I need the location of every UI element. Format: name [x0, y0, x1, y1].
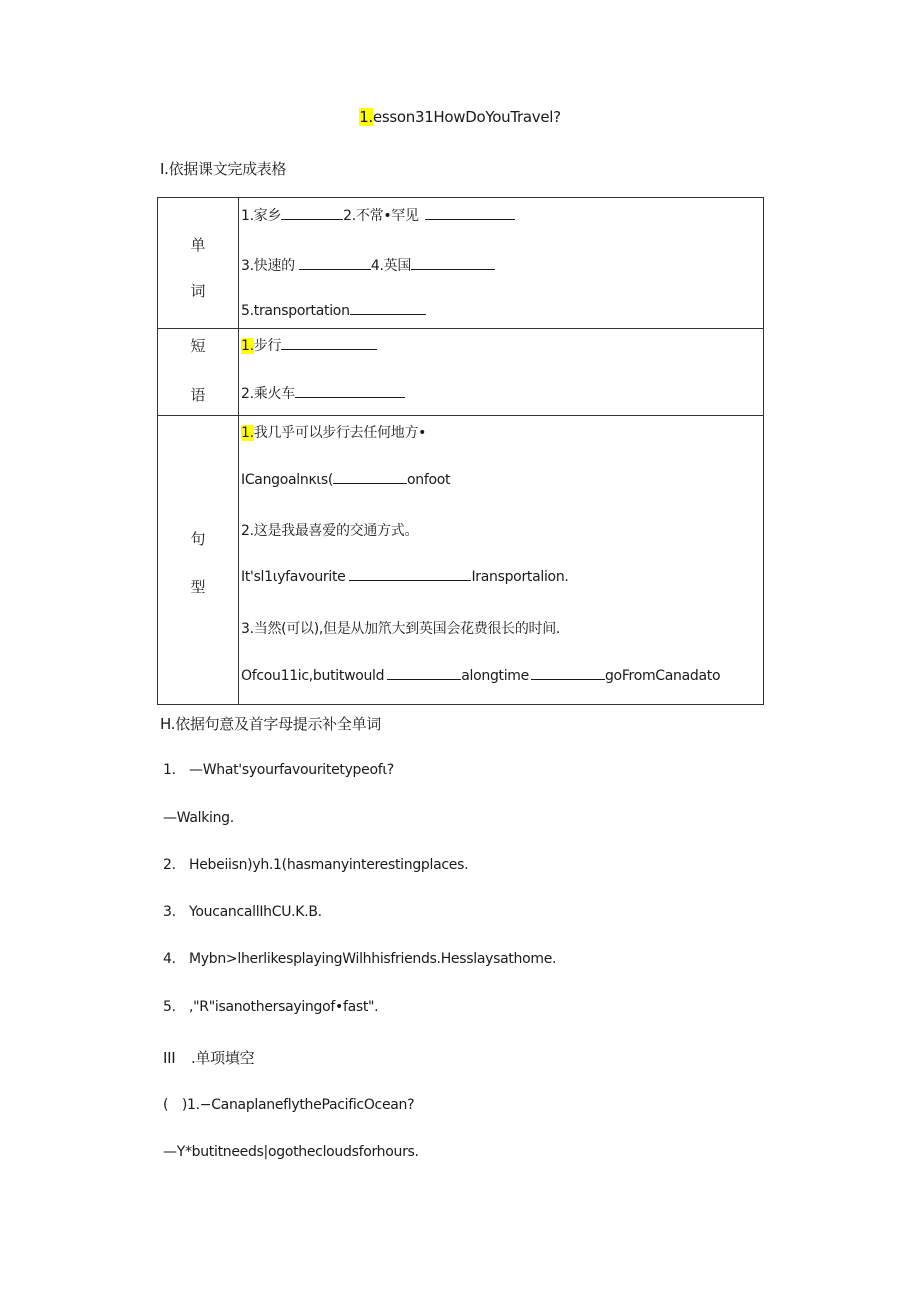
- list-item: —Walking.: [163, 810, 234, 826]
- list-item: 3. YoucancallIhCU.K.B.: [163, 904, 322, 920]
- answer-blank[interactable]: [349, 568, 471, 581]
- page-title: [0, 108, 920, 126]
- table-row-sentences: [158, 416, 764, 705]
- answer-blank[interactable]: [350, 302, 426, 315]
- table-line: It'sl1ιyfavourite Iransportalion.: [241, 569, 569, 585]
- label-char: 语: [190, 386, 206, 404]
- table-line: Ofcou11ic,butitwould alongtime goFromCanadato: [241, 668, 721, 684]
- table-line: 1.家乡 2.不常•罕见: [241, 205, 515, 225]
- label-char: 词: [190, 282, 206, 300]
- list-item: 2. Hebeiisn)yh.1(hasmanyinterestingplaces.: [163, 857, 469, 873]
- vocab-table: [157, 197, 764, 705]
- title-highlight: 1.: [359, 108, 373, 126]
- list-item: —Y*butitneeds|ogothecloudsforhours.: [163, 1144, 419, 1160]
- list-item: 4. Mybn>lherlikesplayingWilhhisfriends.Hesslaysathome.: [163, 951, 557, 967]
- content-cell-phrases: [239, 329, 764, 416]
- title-text: esson31HowDoYouTravel?: [372, 108, 561, 126]
- list-item: 1. —What'syourfavouritetypeofι?: [163, 762, 394, 778]
- label-char: 型: [190, 578, 206, 596]
- table-line: 3.当然(可以),但是从加笊大到英国会花费很长的时间.: [241, 621, 561, 637]
- table-line: 3.快速的 4.英国: [241, 255, 495, 275]
- answer-blank[interactable]: [281, 337, 377, 350]
- answer-blank[interactable]: [299, 257, 371, 270]
- answer-blank[interactable]: [531, 667, 605, 680]
- section2-heading: H.依据句意及首字母提示补全单词: [160, 715, 381, 733]
- table-line: 5.transportation: [241, 302, 426, 319]
- table-line: 2.这是我最喜爱的交通方式。: [241, 523, 419, 539]
- section1-heading: I.依据课文完成表格: [160, 160, 287, 178]
- list-item: ( )1.−CanaplaneflythePacificOcean?: [163, 1097, 415, 1113]
- answer-blank[interactable]: [281, 207, 343, 220]
- table-line: 1.我几乎可以步行去任何地方•: [241, 425, 427, 441]
- list-item: 5. ,"R"isanothersayingof•fast".: [163, 999, 379, 1015]
- answer-blank[interactable]: [387, 667, 461, 680]
- label-cell-sentences: [158, 416, 239, 705]
- table-line: 2.乘火车: [241, 383, 405, 403]
- label-char: 单: [190, 236, 206, 254]
- label-cell-words: [158, 198, 239, 329]
- answer-blank[interactable]: [295, 385, 405, 398]
- content-cell-words: [239, 198, 764, 329]
- answer-blank[interactable]: [333, 471, 407, 484]
- table-row-words: [158, 198, 764, 329]
- answer-blank[interactable]: [425, 207, 515, 220]
- label-cell-phrases: [158, 329, 239, 416]
- section3-heading: III .单项填空: [163, 1049, 255, 1067]
- content-cell-sentences: [239, 416, 764, 705]
- label-char: 句: [190, 530, 206, 548]
- table-line: ICangoalnκιs( onfoot: [241, 472, 451, 488]
- answer-blank[interactable]: [411, 257, 495, 270]
- table-line: 1.步行: [241, 335, 377, 355]
- table-row-phrases: [158, 329, 764, 416]
- label-char: 短: [190, 337, 206, 355]
